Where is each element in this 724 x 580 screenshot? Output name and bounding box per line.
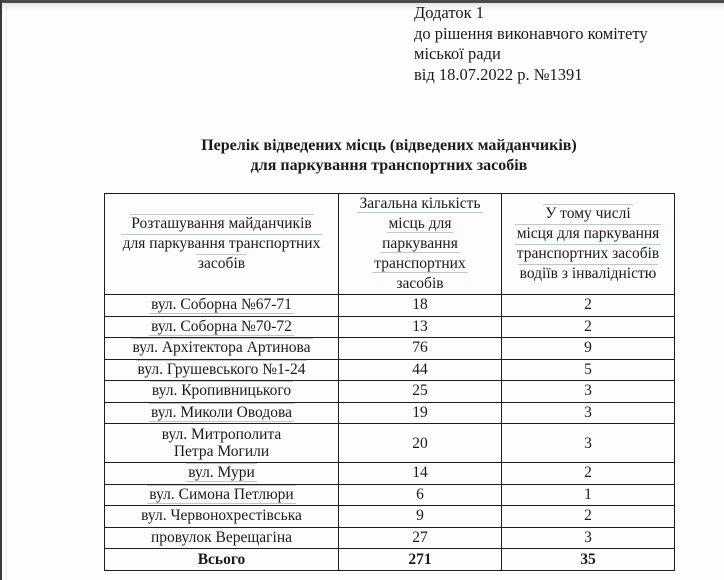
location-text: вул. Соборна №70-72 — [151, 317, 292, 335]
cell-total-label: Всього — [105, 549, 339, 571]
cell-location — [105, 295, 339, 317]
header-location — [105, 194, 339, 295]
cell-total: 76 — [339, 338, 502, 360]
cell-total: 44 — [339, 359, 502, 381]
cell-location — [105, 484, 339, 506]
location-text: провулок Верещагіна — [150, 528, 293, 546]
table-row — [105, 506, 675, 528]
cell-location — [105, 338, 339, 360]
cell-location — [105, 527, 339, 549]
cell-disabled: 2 — [502, 295, 675, 317]
title-line: для паркування транспортних засобів — [250, 157, 528, 174]
location-text: Петра Могили — [173, 443, 270, 460]
annex-line: від 18.07.2022 р. №1391 — [414, 64, 583, 84]
cell-total: 25 — [339, 381, 502, 403]
cell-disabled: 5 — [502, 359, 675, 381]
cell-location — [105, 316, 339, 338]
cell-disabled: 2 — [502, 463, 675, 485]
header-text: засобів — [197, 255, 246, 272]
annex-line: міської ради — [414, 44, 501, 63]
header-total — [339, 194, 502, 295]
table-row — [105, 381, 675, 403]
location-text: вул. Мури — [188, 464, 255, 482]
document-title — [104, 136, 674, 176]
cell-location — [105, 359, 339, 381]
cell-disabled: 3 — [502, 424, 675, 463]
header-text: водіїв з інвалідністю — [519, 265, 657, 282]
table-row — [105, 359, 675, 381]
title-line: Перелік відведених місць (відведених майданчиків) — [201, 137, 577, 154]
cell-total: 6 — [339, 484, 502, 506]
header-text: паркування — [382, 235, 458, 252]
table-row — [105, 484, 675, 506]
annex-line: до рішення виконавчого комітету — [414, 23, 648, 43]
cell-disabled: 3 — [502, 402, 675, 424]
cell-total: 9 — [339, 506, 502, 528]
header-text: для паркування транспортних — [122, 235, 321, 252]
cell-total: 18 — [339, 295, 502, 317]
header-text: транспортних засобів — [516, 245, 660, 262]
cell-location — [105, 506, 339, 528]
cell-disabled: 3 — [502, 381, 675, 403]
table-row — [105, 527, 675, 549]
cell-location — [105, 463, 339, 485]
cell-total: 27 — [339, 527, 502, 549]
cell-total: 20 — [339, 424, 502, 463]
parking-table — [104, 193, 675, 571]
cell-total: 14 — [339, 463, 502, 485]
location-text: вул. Соборна №67-71 — [151, 296, 292, 314]
location-text: вул. Миколи Оводова — [151, 403, 292, 421]
table-header-row — [105, 194, 675, 295]
annex-block — [414, 3, 648, 85]
table-row — [105, 402, 675, 424]
location-text: вул. Червонохрестівська — [141, 507, 302, 525]
cell-disabled: 9 — [502, 338, 675, 360]
header-text: У тому числі — [545, 205, 631, 222]
table-row — [105, 424, 675, 463]
cell-disabled: 1 — [502, 484, 675, 506]
table-row — [105, 338, 675, 360]
header-text: місць для — [388, 215, 452, 232]
window-left-edge — [0, 0, 2, 580]
location-text: вул. Грушевського №1-24 — [137, 360, 306, 378]
header-text: транспортних — [374, 255, 466, 272]
header-disabled — [502, 194, 675, 295]
cell-total: 13 — [339, 316, 502, 338]
cell-location — [105, 424, 339, 463]
header-text: Загальна кількість — [359, 195, 481, 212]
annex-line: Додаток 1 — [414, 3, 484, 22]
cell-disabled: 3 — [502, 527, 675, 549]
cell-location — [105, 381, 339, 403]
header-text: місця для паркування — [516, 225, 660, 242]
table-row — [105, 295, 675, 317]
location-text: вул. Архітектора Артинова — [132, 339, 311, 357]
page-margin-line — [6, 4, 7, 580]
location-text: вул. Митрополита — [161, 426, 282, 443]
cell-disabled-sum: 35 — [502, 549, 675, 571]
cell-location — [105, 402, 339, 424]
cell-disabled: 2 — [502, 316, 675, 338]
location-text: вул. Кропивницького — [151, 382, 292, 400]
cell-total-sum: 271 — [339, 549, 502, 571]
location-text: вул. Симона Петлюри — [149, 485, 294, 503]
table-row — [105, 316, 675, 338]
cell-total: 19 — [339, 402, 502, 424]
header-text: Розташування майданчиків — [131, 215, 312, 232]
header-text: засобів — [396, 275, 444, 292]
table-row — [105, 463, 675, 485]
cell-disabled: 2 — [502, 506, 675, 528]
table-total-row — [105, 549, 675, 571]
